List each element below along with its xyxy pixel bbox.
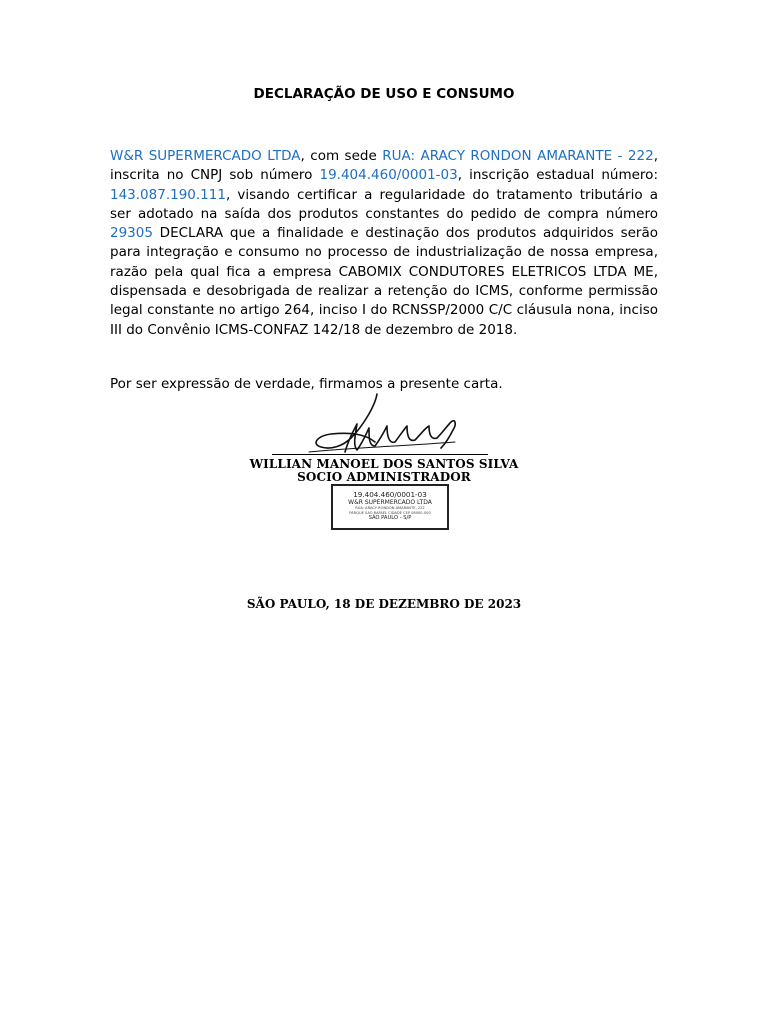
- document-title: DECLARAÇÃO DE USO E CONSUMO: [253, 86, 515, 102]
- order-number: 29305: [110, 225, 153, 242]
- state-registration: 143.087.190.111: [110, 186, 226, 203]
- body-text-1: , com sede: [300, 148, 383, 164]
- body-text-2: , inscrita no CNPJ sob número: [110, 148, 658, 184]
- stamp-city: SÃO PAULO - S/P: [368, 515, 412, 521]
- body-text-4: , visando certificar a regularidade do tratamento tributário a ser adotado na saída dos produtos constantes do pedido de compra número: [110, 186, 658, 222]
- company-cnpj: 19.404.460/0001-03: [319, 167, 458, 184]
- body-text-5: DECLARA que a finalidade e destinação dos produtos adquiridos serão para integração e consumo no processo de industrialização de nossa empresa, razão pela qual fica a empresa CABOMIX CONDUTORES ELETRICOS LTDA ME, dispensada e desobrigada de realizar a retenção do ICMS, conforme permissão legal constante no artigo 264, inciso I do RCNSSP/2000 C/C cláusula nona, inciso III do Convênio ICMS-CONFAZ 142/18 de dezembro de 2018.: [110, 225, 658, 338]
- stamp-cnpj: 19.404.460/0001-03: [353, 490, 427, 499]
- document-date: SÃO PAULO, 18 DE DEZEMBRO DE 2023: [246, 597, 522, 611]
- body-text-3: , inscrição estadual número:: [457, 167, 658, 184]
- stamp-address: RUA: ARACY RONDON AMARANTE, 222: [355, 506, 425, 510]
- signer-role: SOCIO ADMINISTRADOR: [297, 470, 471, 484]
- handwritten-signature: [305, 392, 475, 462]
- closing-statement: Por ser expressão de verdade, firmamos a presente carta.: [110, 376, 503, 392]
- company-stamp: [331, 484, 449, 530]
- signature-line: [272, 454, 488, 455]
- company-address: RUA: ARACY RONDON AMARANTE - 222: [382, 148, 654, 164]
- declaration-paragraph: [110, 147, 658, 340]
- stamp-company: W&R SUPERMERCADO LTDA: [348, 499, 432, 506]
- signer-name: WILLIAN MANOEL DOS SANTOS SILVA: [249, 457, 519, 471]
- stamp-district: PARQUE SAO RAFAEL CIDADE CEP 08000-000: [349, 510, 431, 515]
- company-name: W&R SUPERMERCADO LTDA: [110, 148, 301, 164]
